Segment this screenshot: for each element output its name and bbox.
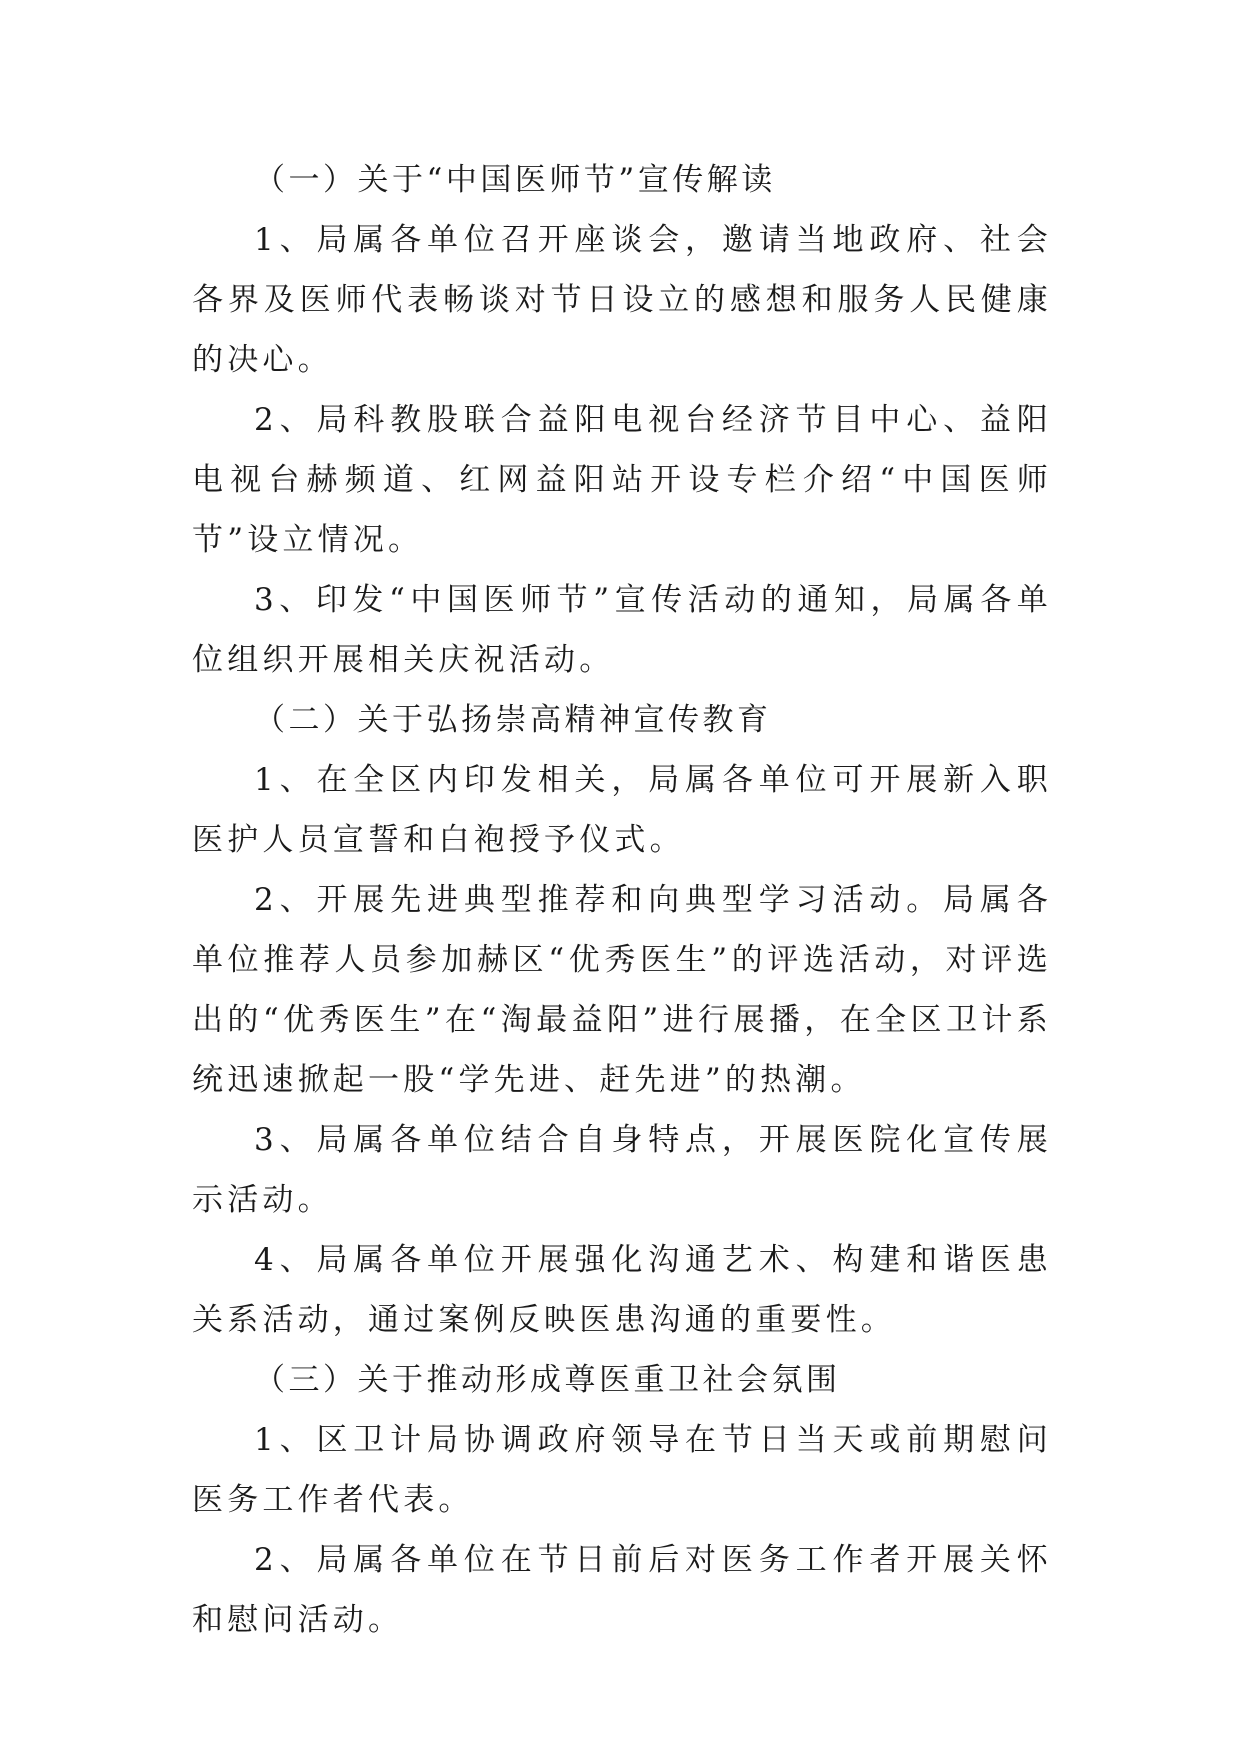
paragraph: 3、局属各单位结合自身特点，开展医院化宣传展示活动。	[192, 1122, 1052, 1218]
paragraph: 1、区卫计局协调政府领导在节日当天或前期慰问医务工作者代表。	[192, 1422, 1052, 1518]
section-heading: （一）关于“中国医师节”宣传解读	[254, 162, 776, 198]
paragraph: 1、在全区内印发相关，局属各单位可开展新入职医护人员宣誓和白袍授予仪式。	[192, 762, 1052, 858]
paragraph: 4、局属各单位开展强化沟通艺术、构建和谐医患关系活动，通过案例反映医患沟通的重要性。	[192, 1242, 1052, 1338]
paragraph: 2、局科教股联合益阳电视台经济节目中心、益阳电视台赫频道、红网益阳站开设专栏介绍“中国医师节”设立情况。	[192, 402, 1052, 558]
paragraph: 2、开展先进典型推荐和向典型学习活动。局属各单位推荐人员参加赫区“优秀医生”的评选活动，对评选出的“优秀医生”在“淘最益阳”进行展播，在全区卫计系统迅速掀起一股“学先进、赶先进”的热潮。	[192, 882, 1052, 1098]
section-heading: （二）关于弘扬崇高精神宣传教育	[254, 702, 772, 738]
paragraph: 1、局属各单位召开座谈会，邀请当地政府、社会各界及医师代表畅谈对节日设立的感想和服务人民健康的决心。	[192, 222, 1052, 378]
document-body	[192, 150, 1052, 1650]
paragraph: 2、局属各单位在节日前后对医务工作者开展关怀和慰问活动。	[192, 1542, 1052, 1638]
paragraph: 3、印发“中国医师节”宣传活动的通知，局属各单位组织开展相关庆祝活动。	[192, 582, 1052, 678]
section-heading: （三）关于推动形成尊医重卫社会氛围	[254, 1362, 841, 1398]
